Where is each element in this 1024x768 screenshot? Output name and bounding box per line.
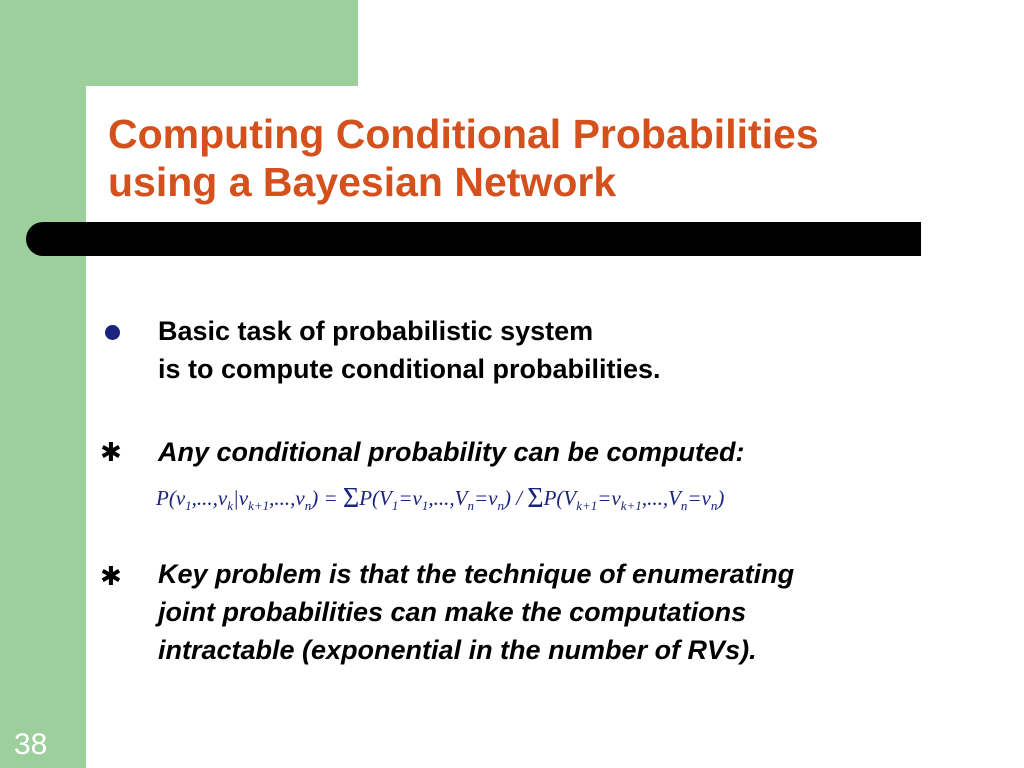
left-green-panel (0, 0, 86, 768)
bullet-3-line-1: Key problem is that the technique of enumerating (158, 559, 795, 589)
bullet-3-line-3: intractable (exponential in the number of RVs). (158, 635, 757, 665)
bullet-3-text (158, 555, 978, 669)
title-line-2: using a Bayesian Network (108, 159, 617, 205)
sigma-icon: Σ (527, 483, 544, 514)
bullet-dot-icon (105, 325, 120, 340)
page-number: 38 (14, 728, 48, 761)
sigma-icon: Σ (342, 483, 360, 514)
asterisk-bullet-icon: ✱ (100, 562, 122, 592)
title-line-1: Computing Conditional Probabilities (108, 111, 819, 157)
bullet-2-line-1: Any conditional probability can be computed: (158, 437, 745, 467)
top-green-panel (86, 0, 358, 86)
bullet-1-line-2: is to compute conditional probabilities. (158, 354, 661, 384)
asterisk-bullet-icon: ✱ (100, 438, 122, 468)
title-divider-bar (26, 222, 921, 256)
bullet-2-text (158, 433, 978, 471)
bullet-3-line-2: joint probabilities can make the computations (158, 597, 747, 627)
slide-title (108, 110, 988, 206)
bullet-1-line-1: Basic task of probabilistic system (158, 316, 594, 346)
conditional-probability-formula: $P(v_1,...,v_k|v_{k+1},...,v_n) = \Sigma P(V_1=v_1,...,V_n=v_n) / \Sigma P(V_{k+1}=v_{k+1},...,V_n=v_n)$ (156, 483, 725, 514)
bullet-1-text (158, 312, 978, 388)
